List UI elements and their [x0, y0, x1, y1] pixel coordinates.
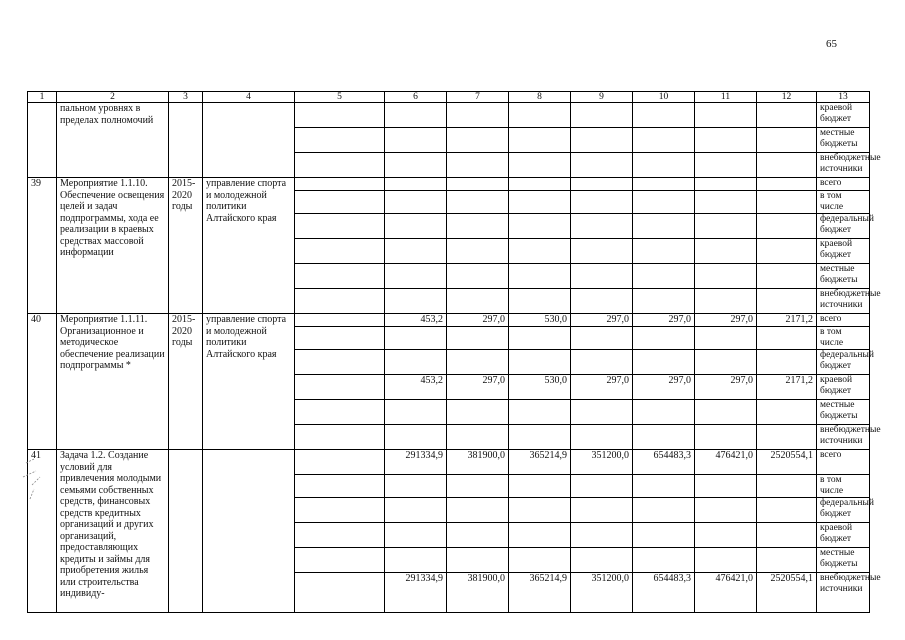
page-number: 65 [826, 38, 837, 50]
row-executor: управление спорта и молодежной политики Алтайского края [203, 178, 295, 314]
value-cell: 381900,0 [447, 573, 509, 613]
row-number: 41 [28, 450, 57, 613]
row-description: пальном уровнях в пределах полномочий [57, 103, 169, 178]
row-description: Мероприятие 1.1.11. Организационное и методическое обеспечение реализации подпрограммы * [57, 314, 169, 450]
value-cell: 297,0 [571, 375, 633, 400]
row-number [28, 103, 57, 178]
value-cell: 476421,0 [695, 573, 757, 613]
header-cell: 8 [509, 92, 571, 103]
header-cell: 3 [169, 92, 203, 103]
value-cell: 2520554,1 [757, 450, 817, 475]
value-cell: 365214,9 [509, 573, 571, 613]
value-cell: 2520554,1 [757, 573, 817, 613]
value-cell: 365214,9 [509, 450, 571, 475]
header-cell: 1 [28, 92, 57, 103]
funding-source: федеральный бюджет [817, 498, 870, 523]
funding-source: краевой бюджет [817, 523, 870, 548]
pencil-mark [20, 455, 60, 505]
row-years [169, 103, 203, 178]
value-cell: 476421,0 [695, 450, 757, 475]
funding-source: внебюджетные источники [817, 289, 870, 314]
funding-source: краевой бюджет [817, 375, 870, 400]
row-years: 2015-2020 годы [169, 314, 203, 450]
value-cell: 530,0 [509, 314, 571, 327]
value-cell: 381900,0 [447, 450, 509, 475]
value-cell: 351200,0 [571, 573, 633, 613]
table-row [28, 450, 870, 475]
header-cell: 12 [757, 92, 817, 103]
funding-source: местные бюджеты [817, 548, 870, 573]
value-cell: 291334,9 [385, 573, 447, 613]
table-row [28, 178, 870, 191]
row-description: Мероприятие 1.1.10. Обеспечение освещения целей и задач подпрограммы, хода ее реализации в краевых средствах массовой информации [57, 178, 169, 314]
row-executor: управление спорта и молодежной политики Алтайского края [203, 314, 295, 450]
value-cell: 297,0 [447, 314, 509, 327]
header-cell: 9 [571, 92, 633, 103]
funding-source: федеральный бюджет [817, 350, 870, 375]
funding-source: в том числе [817, 475, 870, 498]
header-cell: 4 [203, 92, 295, 103]
row-number: 40 [28, 314, 57, 450]
funding-source: краевой бюджет [817, 239, 870, 264]
header-cell: 2 [57, 92, 169, 103]
value-cell: 654483,3 [633, 573, 695, 613]
header-cell: 5 [295, 92, 385, 103]
value-cell: 530,0 [509, 375, 571, 400]
row-executor [203, 103, 295, 178]
row-executor [203, 450, 295, 613]
funding-source: внебюджетные источники [817, 425, 870, 450]
value-cell: 654483,3 [633, 450, 695, 475]
value-cell: 2171,2 [757, 314, 817, 327]
funding-source: местные бюджеты [817, 400, 870, 425]
value-cell: 297,0 [447, 375, 509, 400]
funding-source: всего [817, 314, 870, 327]
row-years: 2015-2020 годы [169, 178, 203, 314]
funding-source: в том числе [817, 191, 870, 214]
header-cell: 10 [633, 92, 695, 103]
funding-source: в том числе [817, 327, 870, 350]
value-cell: 291334,9 [385, 450, 447, 475]
header-cell: 7 [447, 92, 509, 103]
funding-source: федеральный бюджет [817, 214, 870, 239]
funding-source: краевой бюджет [817, 103, 870, 128]
value-cell: 297,0 [571, 314, 633, 327]
header-cell: 11 [695, 92, 757, 103]
header-cell: 13 [817, 92, 870, 103]
value-cell: 2171,2 [757, 375, 817, 400]
value-cell: 297,0 [633, 314, 695, 327]
value-cell: 297,0 [695, 375, 757, 400]
funding-source: местные бюджеты [817, 264, 870, 289]
funding-source: всего [817, 450, 870, 475]
header-cell: 6 [385, 92, 447, 103]
table-row [28, 103, 870, 128]
header-row [28, 92, 870, 103]
funding-source: местные бюджеты [817, 128, 870, 153]
value-cell: 297,0 [633, 375, 695, 400]
budget-table [27, 91, 881, 613]
funding-source: всего [817, 178, 870, 191]
row-years [169, 450, 203, 613]
table-row [28, 314, 870, 327]
funding-source: внебюджетные источники [817, 153, 870, 178]
value-cell: 351200,0 [571, 450, 633, 475]
value-cell: 453,2 [385, 375, 447, 400]
row-number: 39 [28, 178, 57, 314]
funding-source: внебюджетные источники [817, 573, 870, 613]
value-cell: 297,0 [695, 314, 757, 327]
row-description: Задача 1.2. Создание условий для привлечения молодыми семьями собственных средств, финансовых средств кредитных организаций и других организаций, предоставляющих кредиты и займы для приобретения жилья или строительства индивиду- [57, 450, 169, 613]
value-cell: 453,2 [385, 314, 447, 327]
